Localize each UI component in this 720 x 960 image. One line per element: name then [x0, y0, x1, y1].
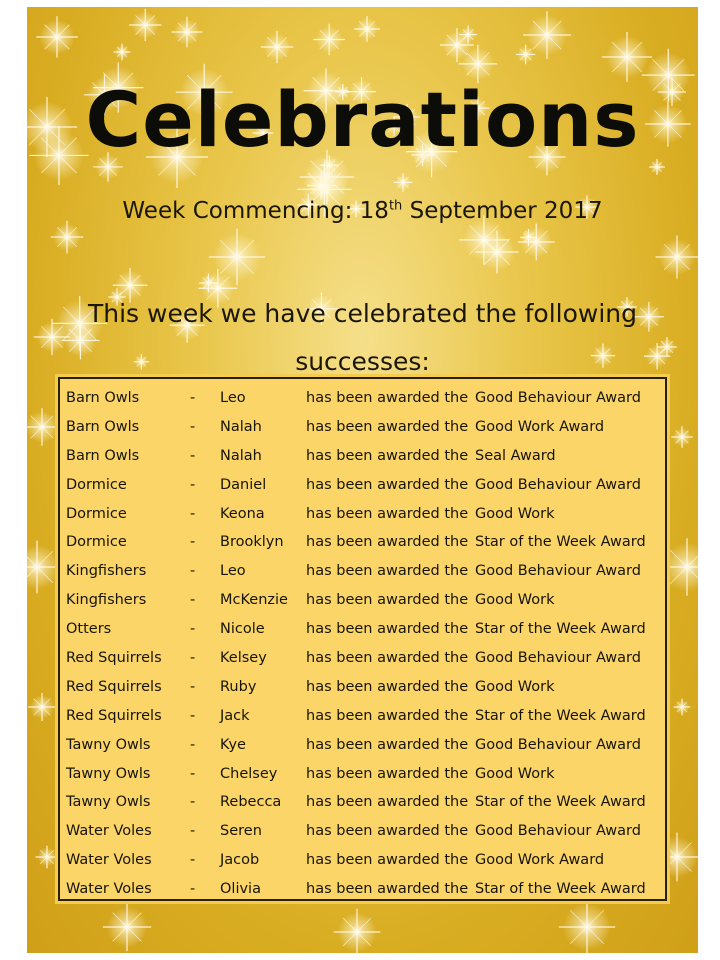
award-row: [60, 818, 665, 847]
award-name: Good Work: [475, 592, 555, 609]
award-pupil-name: Chelsey: [220, 765, 278, 782]
intro-line-2: successes:: [295, 347, 430, 376]
week-date-suffix: th: [388, 198, 403, 214]
award-pupil-name: Daniel: [220, 476, 267, 493]
awards-table: [58, 377, 667, 901]
award-row: [60, 587, 665, 616]
award-class: Red Squirrels: [66, 678, 162, 695]
award-dash: -: [190, 823, 196, 840]
week-month-year: September 2017: [402, 198, 603, 224]
award-pupil-name: Nalah: [220, 447, 262, 464]
award-name: Good Work: [475, 678, 555, 695]
award-pupil-name: Brooklyn: [220, 534, 284, 551]
award-phrase: has been awarded the: [306, 563, 469, 580]
award-phrase: has been awarded the: [306, 823, 469, 840]
celebrations-poster: [27, 7, 698, 953]
award-pupil-name: Jacob: [220, 852, 260, 869]
award-class: Otters: [66, 621, 112, 638]
award-phrase: has been awarded the: [306, 852, 469, 869]
award-name: Star of the Week Award: [475, 794, 646, 811]
award-name: Good Work: [475, 505, 555, 522]
award-name: Good Behaviour Award: [475, 736, 641, 753]
award-name: Good Behaviour Award: [475, 650, 641, 667]
award-pupil-name: Leo: [220, 563, 246, 580]
award-dash: -: [190, 707, 196, 724]
award-name: Star of the Week Award: [475, 621, 646, 638]
award-class: Red Squirrels: [66, 707, 162, 724]
award-class: Water Voles: [66, 823, 152, 840]
award-dash: -: [190, 736, 196, 753]
award-pupil-name: Keona: [220, 505, 265, 522]
award-name: Good Behaviour Award: [475, 563, 641, 580]
award-row: [60, 732, 665, 761]
award-row: [60, 529, 665, 558]
award-row: [60, 385, 665, 414]
award-dash: -: [190, 650, 196, 667]
award-row: [60, 674, 665, 703]
award-row: [60, 501, 665, 530]
award-pupil-name: Olivia: [220, 881, 261, 898]
award-name: Seal Award: [475, 447, 556, 464]
award-name: Good Work: [475, 765, 555, 782]
award-dash: -: [190, 563, 196, 580]
award-dash: -: [190, 447, 196, 464]
award-class: Kingfishers: [66, 592, 147, 609]
award-phrase: has been awarded the: [306, 621, 469, 638]
intro-text: [47, 290, 678, 386]
award-class: Tawny Owls: [66, 794, 151, 811]
award-row: [60, 761, 665, 790]
award-pupil-name: Leo: [220, 390, 246, 406]
award-class: Water Voles: [66, 852, 152, 869]
award-phrase: has been awarded the: [306, 707, 469, 724]
award-dash: -: [190, 621, 196, 638]
award-name: Good Work Award: [475, 852, 605, 869]
award-phrase: has been awarded the: [306, 390, 469, 406]
award-row: [60, 847, 665, 876]
award-row: [60, 472, 665, 501]
award-row: [60, 414, 665, 443]
award-row: [60, 443, 665, 472]
award-class: Kingfishers: [66, 563, 147, 580]
award-pupil-name: Seren: [220, 823, 262, 840]
award-dash: -: [190, 592, 196, 609]
award-pupil-name: Ruby: [220, 678, 257, 695]
award-class: Tawny Owls: [66, 765, 151, 782]
award-name: Star of the Week Award: [475, 707, 646, 724]
award-phrase: has been awarded the: [306, 505, 469, 522]
award-phrase: has been awarded the: [306, 447, 469, 464]
award-class: Barn Owls: [66, 447, 140, 464]
award-class: Tawny Owls: [66, 736, 151, 753]
award-pupil-name: Nalah: [220, 418, 262, 435]
award-name: Star of the Week Award: [475, 534, 646, 551]
award-pupil-name: Jack: [220, 707, 250, 724]
award-row: [60, 789, 665, 818]
award-row: [60, 703, 665, 732]
award-row: [60, 616, 665, 645]
award-class: Dormice: [66, 505, 127, 522]
award-pupil-name: Rebecca: [220, 794, 282, 811]
award-row: [60, 645, 665, 674]
week-label: Week Commencing: 18: [122, 198, 389, 224]
award-class: Dormice: [66, 476, 127, 493]
award-row: [60, 876, 665, 905]
award-dash: -: [190, 852, 196, 869]
award-class: Barn Owls: [66, 418, 140, 435]
award-name: Good Work Award: [475, 418, 605, 435]
award-phrase: has been awarded the: [306, 794, 469, 811]
award-phrase: has been awarded the: [306, 678, 469, 695]
award-dash: -: [190, 881, 196, 898]
award-class: Water Voles: [66, 881, 152, 898]
award-name: Good Behaviour Award: [475, 390, 641, 406]
award-row: [60, 558, 665, 587]
week-commencing: [27, 198, 698, 224]
award-dash: -: [190, 390, 196, 406]
award-class: Dormice: [66, 534, 127, 551]
award-phrase: has been awarded the: [306, 476, 469, 493]
award-dash: -: [190, 476, 196, 493]
award-pupil-name: Kelsey: [220, 650, 267, 667]
page-title: Celebrations: [85, 75, 640, 164]
award-pupil-name: Kye: [220, 736, 246, 753]
intro-line-1: This week we have celebrated the following: [87, 299, 637, 328]
award-pupil-name: Nicole: [220, 621, 265, 638]
award-dash: -: [190, 418, 196, 435]
award-dash: -: [190, 765, 196, 782]
award-class: Red Squirrels: [66, 650, 162, 667]
award-phrase: has been awarded the: [306, 650, 469, 667]
award-class: Barn Owls: [66, 390, 140, 406]
award-phrase: has been awarded the: [306, 592, 469, 609]
award-dash: -: [190, 505, 196, 522]
award-dash: -: [190, 534, 196, 551]
award-phrase: has been awarded the: [306, 765, 469, 782]
award-name: Star of the Week Award: [475, 881, 646, 898]
award-name: Good Behaviour Award: [475, 823, 641, 840]
award-pupil-name: McKenzie: [220, 592, 288, 609]
award-phrase: has been awarded the: [306, 881, 469, 898]
award-phrase: has been awarded the: [306, 418, 469, 435]
award-dash: -: [190, 794, 196, 811]
award-phrase: has been awarded the: [306, 736, 469, 753]
award-dash: -: [190, 678, 196, 695]
award-phrase: has been awarded the: [306, 534, 469, 551]
award-name: Good Behaviour Award: [475, 476, 641, 493]
